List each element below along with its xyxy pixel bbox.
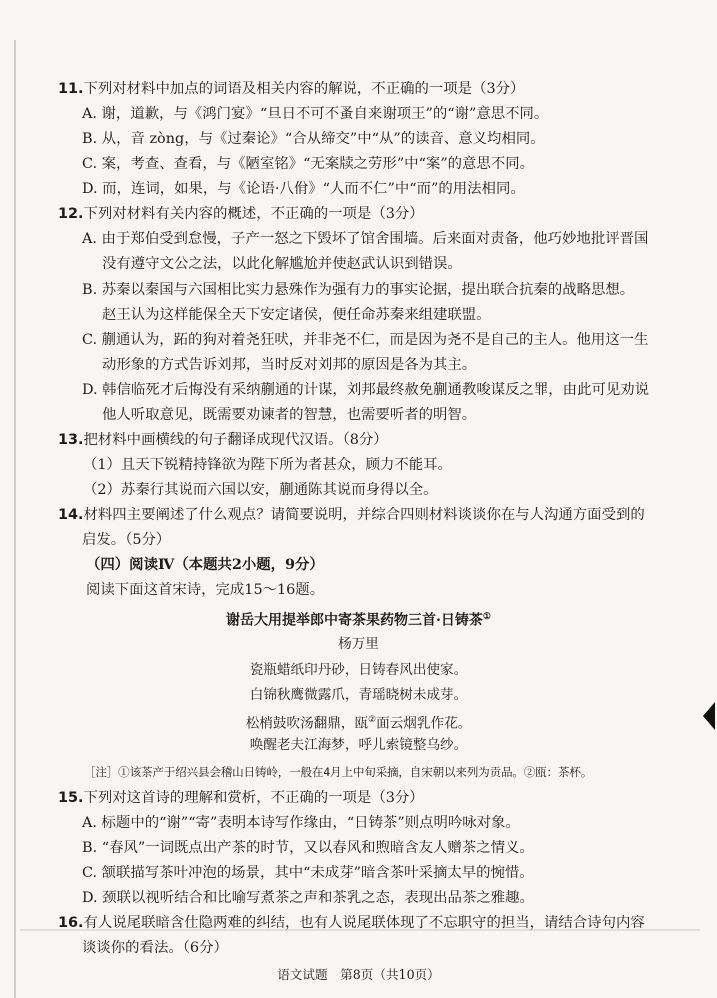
question-15-option-d: D. 颈联以视听结合和比喻写煮茶之声和茶乳之态，表现出品茶之雅趣。 (82, 890, 534, 906)
left-pointing-triangle-icon (703, 702, 715, 730)
question-11-option-b: B. 从，音 zòng，与《过秦论》“合从缔交”中“从”的读音、意义均相同。 (82, 131, 545, 147)
question-12-option-b-cont: 赵王认为这样能保全天下安定诸侯，便任命苏秦来组建联盟。 (102, 307, 491, 323)
page-footer: 语文试题 第8页（共10页） (277, 967, 440, 982)
question-12-option-a: A. 由于郑伯受到怠慢，子产一怒之下毁坏了馆舍围墙。后来面对责备，他巧妙地批评晋国 (82, 231, 649, 247)
question-text: 把材料中画横线的句子翻译成现代汉语。（8分） (83, 432, 388, 448)
question-text: 下列对这首诗的理解和赏析，不正确的一项是（3分） (83, 790, 424, 806)
section-instruction: 阅读下面这首宋诗，完成15～16题。 (86, 582, 325, 598)
question-12-option-d-cont: 他人听取意见，既需要劝谏者的智慧，也需要听者的明智。 (102, 407, 477, 423)
question-12-option-b: B. 苏秦以秦国与六国相比实力悬殊作为强有力的事实论据，提出联合抗秦的战略思想。 (82, 282, 635, 298)
poem-line-3 (0, 711, 717, 733)
question-number: 14. (58, 507, 84, 523)
question-11-option-c: C. 案，考查、查看，与《陋室铭》“无案牍之劳形”中“案”的意思不同。 (82, 156, 535, 172)
question-11-option-d: D. 而，连词，如果，与《论语·八佾》“人而不仁”中“而”的用法相同。 (82, 181, 525, 197)
poem-footnote: ［注］①该茶产于绍兴县会稽山日铸岭，一般在4月上中旬采摘，自宋朝以来列为贡品。②瓯：茶杯。 (84, 765, 593, 779)
question-12-option-a-cont: 没有遵守文公之法，以此化解尴尬并使赵武认识到错误。 (102, 256, 462, 272)
question-12-option-d: D. 韩信临死才后悔没有采纳蒯通的计谋，刘邦最终赦免蒯通教唆谋反之罪，由此可见劝说 (82, 382, 650, 398)
question-number: 11. (58, 81, 84, 97)
question-14-stem (58, 506, 645, 524)
poem-line-1: 瓷瓶蜡纸印丹砂，日铸春风出使家。 (249, 662, 468, 678)
question-12-option-c: C. 蒯通认为，跖的狗对着尧狂吠，并非尧不仁，而是因为尧不是自己的主人。他用这一生 (82, 332, 649, 348)
question-15-option-b: B. “春风”一词既点出产茶的时节，又以春风和煦暗含友人赠茶之情义。 (82, 840, 534, 856)
question-text: 有人说尾联暗含仕隐两难的纠结，也有人说尾联体现了不忘职守的担当，请结合诗句内容 (83, 915, 645, 931)
question-number: 12. (58, 206, 84, 222)
poem-line-2: 白锦秋鹰微露爪，青瑶晓树未成芽。 (249, 687, 468, 703)
question-text: 材料四主要阐述了什么观点？请简要说明，并综合四则材料谈谈你在与人沟通方面受到的 (83, 507, 645, 523)
question-13-sentence-2: （2）苏秦行其说而六国以安，蒯通陈其说而身得以全。 (83, 482, 438, 498)
footnote-mark: ① (482, 612, 491, 622)
poem-title-text: 谢岳大用提举郎中寄茶果药物三首·日铸茶 (226, 612, 483, 629)
question-16-stem-cont: 谈谈你的看法。（6分） (82, 940, 228, 956)
question-14-stem-cont: 启发。（5分） (82, 532, 171, 548)
question-15-option-a: A. 标题中的“谢”“寄”表明本诗写作缘由，“日铸茶”则点明吟咏对象。 (82, 815, 520, 831)
question-number: 16. (58, 915, 84, 931)
question-15-option-c: C. 颔联描写茶叶冲泡的场景，其中“未成芽”暗含茶叶采摘太早的惋惜。 (82, 865, 534, 881)
poem-line-3-part-1: 松梢鼓吹汤翻鼎，瓯 (245, 715, 369, 732)
question-12-option-c-cont: 动形象的方式告诉刘邦，当时反对刘邦的原因是各为其主。 (102, 357, 477, 373)
footnote-mark: ② (368, 715, 377, 725)
question-13-stem (58, 431, 388, 449)
poem-title (0, 608, 717, 630)
section-title: （四）阅读Ⅳ（本题共2小题，9分） (86, 556, 324, 573)
poem-author: 杨万里 (338, 636, 379, 652)
question-16-stem (58, 914, 645, 932)
poem-line-3-part-2: 面云烟乳作花。 (376, 715, 472, 732)
question-text: 下列对材料有关内容的概述，不正确的一项是（3分） (83, 206, 424, 222)
question-11-option-a: A. 谢，道歉，与《鸿门宴》“旦日不可不蚤自来谢项王”的“谢”意思不同。 (82, 106, 549, 122)
question-number: 13. (58, 432, 84, 448)
question-12-stem (58, 205, 424, 223)
poem-line-4: 唤醒老夫江海梦，呼儿索镜整乌纱。 (249, 737, 468, 753)
question-15-stem (58, 789, 424, 807)
question-number: 15. (58, 790, 84, 806)
question-11-stem (58, 80, 524, 98)
question-text: 下列对材料中加点的词语及相关内容的解说，不正确的一项是（3分） (83, 81, 525, 97)
question-13-sentence-1: （1）且天下锐精持锋欲为陛下所为者甚众，顾力不能耳。 (83, 457, 452, 473)
